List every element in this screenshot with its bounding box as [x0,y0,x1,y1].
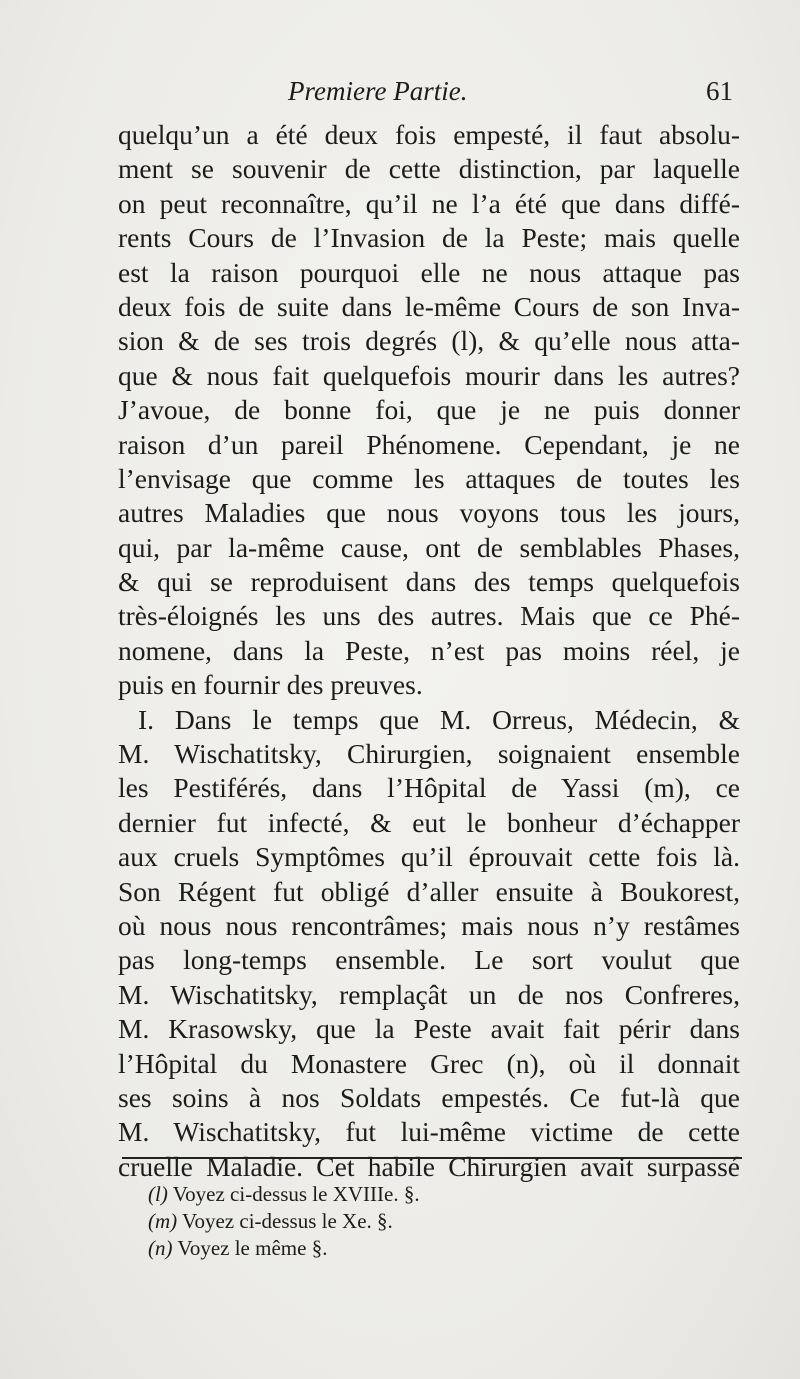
text-line: M. Krasowsky, que la Peste avait fait périr dans [118,1013,740,1045]
footnote-mark: (m) [148,1209,178,1233]
text-line: qui, par la-même cause, ont de semblables Phases, [118,531,740,563]
text-line: cruelle Maladie. Cet habile Chirurgien avait surpassé [118,1150,740,1182]
text-line: autres Maladies que nous voyons tous les jours, [118,497,740,529]
text-line: l’envisage que comme les attaques de toutes les [118,462,740,494]
text-line: & qui se reproduisent dans des temps quelquefois [118,566,740,598]
text-line: M. Wischatitsky, remplaçât un de nos Confreres, [118,978,740,1010]
running-title: Premiere Partie. [288,76,468,106]
text-line: ment se souvenir de cette distinction, par laquelle [118,153,740,185]
text-line: Son Régent fut obligé d’aller ensuite à Boukorest, [118,875,740,907]
text-line: J’avoue, de bonne foi, que je ne puis donner [118,394,740,426]
footnote-text: Voyez le même §. [177,1236,328,1260]
text-line: où nous nous rencontrâmes; mais nous n’y restâmes [118,909,740,941]
text-line: M. Wischatitsky, fut lui-même victime de cette [118,1116,740,1148]
text-line: aux cruels Symptômes qu’il éprouvait cette fois là. [118,841,740,873]
text-line: que & nous fait quelquefois mourir dans les autres? [118,359,740,391]
footnote-text: Voyez ci-dessus le XVIIIe. §. [172,1182,420,1206]
text-line: sion & de ses trois degrés (l), & qu’elle nous atta- [118,325,740,357]
page-header [120,76,735,116]
footnote-text: Voyez ci-dessus le Xe. §. [182,1209,393,1233]
text-line: l’Hôpital du Monastere Grec (n), où il donnait [118,1047,740,1079]
text-line: pas long-temps ensemble. Le sort voulut que [118,944,740,976]
text-line: ses soins à nos Soldats empestés. Ce fut-là que [118,1081,740,1113]
text-line: quelqu’un a été deux fois empesté, il faut absolu- [118,119,740,150]
text-line: on peut reconnaître, qu’il ne l’a été que dans diffé- [118,187,740,219]
footnote-mark: (l) [148,1182,168,1206]
text-line: est la raison pourquoi elle ne nous attaque pas [118,256,740,288]
footnote [148,1208,548,1235]
text-line: raison d’un pareil Phénomene. Cependant, je ne [118,428,740,460]
footnote [148,1235,548,1262]
footnotes [148,1181,548,1262]
text-line: M. Wischatitsky, Chirurgien, soignaient ensemble [118,738,740,770]
footnote [148,1181,548,1208]
text-line: très-éloignés les uns des autres. Mais que ce Phé- [118,600,740,632]
page-number: 61 [706,76,733,106]
paragraph-start-line: I. Dans le temps que M. Orreus, Médecin, & [138,703,740,735]
paragraph-end-line: puis en fournir des preuves. [118,669,423,701]
body-text [118,118,740,1184]
text-line: nomene, dans la Peste, n’est pas moins réel, je [118,634,740,666]
text-line: deux fois de suite dans le-même Cours de son Inva- [118,290,740,322]
footnote-rule [122,1157,742,1159]
text-line: rents Cours de l’Invasion de la Peste; mais quelle [118,222,740,254]
text-line: les Pestiférés, dans l’Hôpital de Yassi (m), ce [118,772,740,804]
text-line: dernier fut infecté, & eut le bonheur d’échapper [118,806,740,838]
footnote-mark: (n) [148,1236,173,1260]
